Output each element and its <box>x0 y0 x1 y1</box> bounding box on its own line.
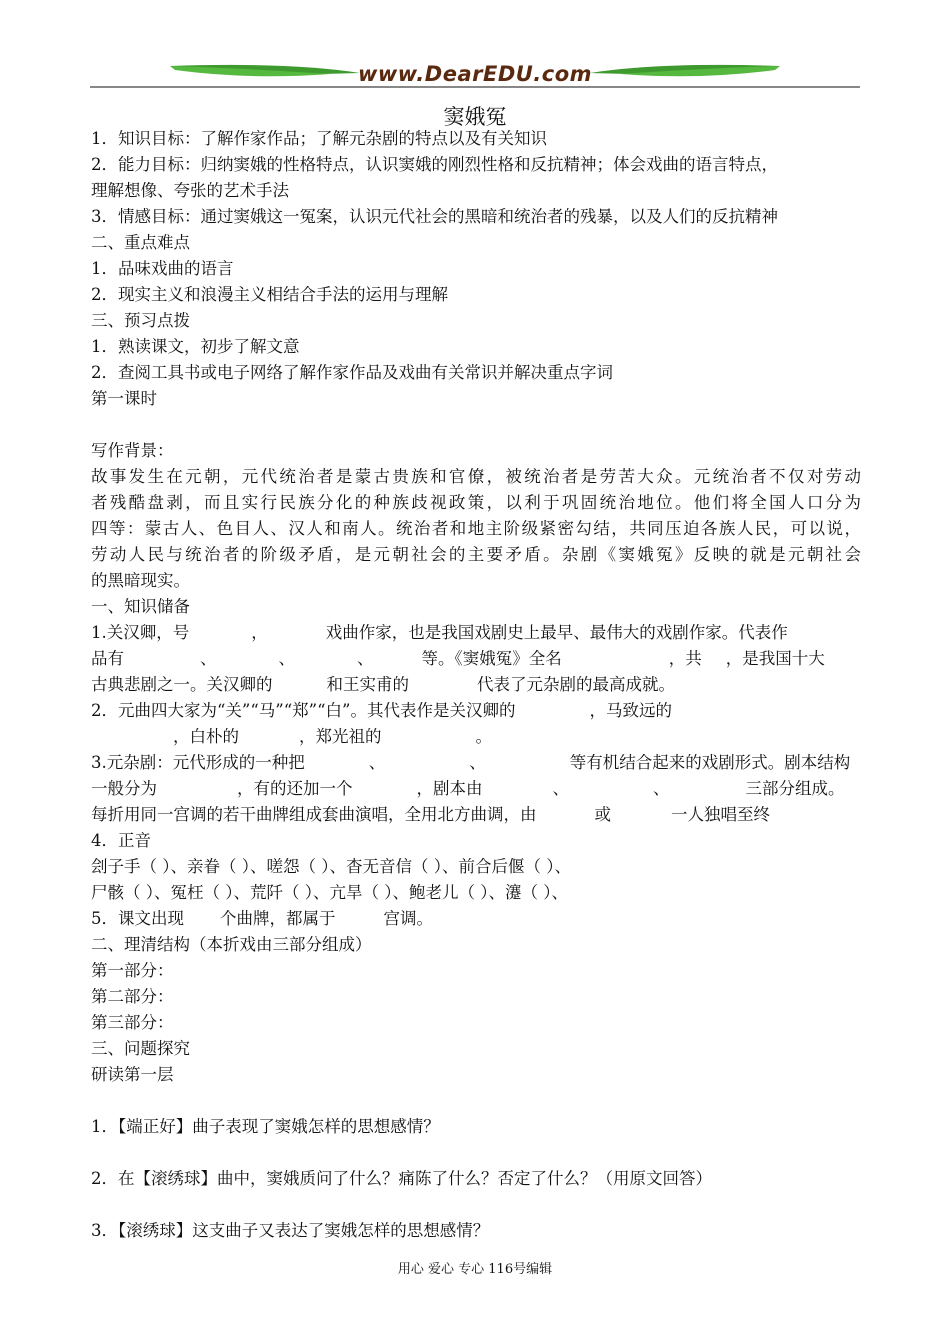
fill-blank-line <box>91 776 861 802</box>
section-heading: 二、理清结构（本折戏由三部分组成） <box>91 935 372 954</box>
paragraph-line: 四等：蒙古人、色目人、汉人和南人。统治者和地主阶级紧密勾结，共同压迫各族人民，可以说， <box>91 519 861 538</box>
question-line: 2．在【滚绣球】曲中，窦娥质问了什么？痛陈了什么？否定了什么？（用原文回答） <box>91 1169 712 1188</box>
document-body <box>91 126 861 1244</box>
fill-blank-line <box>91 620 861 646</box>
page-header <box>90 58 860 92</box>
text-line: 2．查阅工具书或电子网络了解作家作品及戏曲有关常识并解决重点字词 <box>91 363 613 382</box>
text-fragment: ，马致远的 <box>589 701 672 720</box>
text-line: 1．熟读课文，初步了解文意 <box>91 337 300 356</box>
pronunciation-line: 尸骸（ ）、冤枉（ ）、荒阡（ ）、亢旱（ ）、鲍老儿（ ）、瀽（ ）、 <box>91 883 568 902</box>
text-fragment: 和王实甫的 <box>326 675 409 694</box>
fill-blank-line <box>91 802 861 828</box>
text-line: 2．能力目标：归纳窦娥的性格特点，认识窦娥的刚烈性格和反抗精神；体会戏曲的语言特点， <box>91 155 778 174</box>
section-heading: 写作背景： <box>91 441 174 460</box>
text-fragment: 或 <box>594 805 611 824</box>
text-fragment: 代表了元杂剧的最高成就。 <box>477 675 675 694</box>
text-fragment: ，郑光祖的 <box>299 727 382 746</box>
blank-line <box>91 1192 861 1218</box>
fill-blank-line <box>91 672 861 698</box>
text-fragment: 等有机结合起来的戏剧形式。剧本结构 <box>569 753 851 772</box>
text-fragment: 。 <box>475 727 492 746</box>
text-fragment: 、 <box>552 779 569 798</box>
section-heading: 三、问题探究 <box>91 1039 190 1058</box>
text-fragment: 、 <box>653 779 670 798</box>
section-heading: 三、预习点拨 <box>91 311 190 330</box>
question-line: 3．【滚绣球】这支曲子又表达了窦娥怎样的思想感情？ <box>91 1221 490 1240</box>
text-fragment: 每折用同一宫调的若干曲牌组成套曲演唱，全用北方曲调，由 <box>91 805 537 824</box>
fill-blank-line <box>91 724 861 750</box>
text-line: 1．知识目标：了解作家作品；了解元杂剧的特点以及有关知识 <box>91 129 547 148</box>
text-fragment: ，共 <box>668 649 702 668</box>
text-line: 研读第一层 <box>91 1065 174 1084</box>
page-footer: 用心 爱心 专心 116号编辑 <box>397 1262 553 1277</box>
text-fragment: 个曲牌，都属于 <box>220 909 336 928</box>
paragraph-line: 劳动人民与统治者的阶级矛盾，是元朝社会的主要矛盾。杂剧《窦娥冤》反映的就是元朝社会 <box>91 545 861 564</box>
text-fragment: ，有的还加一个 <box>237 779 353 798</box>
text-fragment: 三部分组成。 <box>745 779 845 798</box>
text-line: 第一部分： <box>91 961 174 980</box>
text-fragment: 2．元曲四大家为“关”“马”“郑”“白”。其代表作是关汉卿的 <box>91 701 516 720</box>
question-line: 1．【端正好】曲子表现了窦娥怎样的思想感情？ <box>91 1117 440 1136</box>
text-fragment: 5．课文出现 <box>91 909 184 928</box>
blank-line <box>91 412 861 438</box>
blank-line <box>91 1088 861 1114</box>
paragraph-line: 的黑暗现实。 <box>91 571 190 590</box>
text-line: 理解想像、夸张的艺术手法 <box>91 181 289 200</box>
section-heading: 二、重点难点 <box>91 233 190 252</box>
text-fragment: 1.关汉卿，号 <box>91 623 190 642</box>
fill-blank-line <box>91 698 861 724</box>
text-fragment: 宫调。 <box>383 909 433 928</box>
text-fragment: 戏曲作家，也是我国戏剧史上最早、最伟大的戏剧作家。代表作 <box>325 623 788 642</box>
text-fragment: 、 <box>200 649 217 668</box>
text-line: 第二部分： <box>91 987 174 1006</box>
text-fragment: 、 <box>368 753 386 772</box>
text-line: 2．现实主义和浪漫主义相结合手法的运用与理解 <box>91 285 448 304</box>
text-fragment: 品有 <box>91 649 124 668</box>
text-fragment: 3.元杂剧：元代形成的一种把 <box>91 753 305 772</box>
text-fragment: ，剧本由 <box>416 779 483 798</box>
document-title: 窦娥冤 <box>443 105 507 129</box>
text-fragment: ，白朴的 <box>173 727 239 746</box>
text-line: 1．品味戏曲的语言 <box>91 259 234 278</box>
text-fragment: 、 <box>278 649 295 668</box>
section-heading: 4．正音 <box>91 831 151 850</box>
text-fragment: 、 <box>357 649 374 668</box>
text-fragment: ，是我国十大 <box>725 649 825 668</box>
text-fragment: 一人独唱至终 <box>671 805 770 824</box>
text-fragment: 等。《窦娥冤》全名 <box>421 649 562 668</box>
text-fragment: ， <box>251 623 268 642</box>
section-heading: 第一课时 <box>91 389 157 408</box>
text-fragment: 、 <box>469 753 486 772</box>
blank-line <box>91 1140 861 1166</box>
paragraph-line: 故事发生在元朝，元代统治者是蒙古贵族和官僚，被统治者是劳苦大众。元统治者不仅对劳动 <box>91 467 861 486</box>
text-fragment: 一般分为 <box>91 779 157 798</box>
text-fragment: 古典悲剧之一。关汉卿的 <box>91 675 273 694</box>
fill-blank-line <box>91 750 861 776</box>
text-line: 3．情感目标：通过窦娥这一冤案，认识元代社会的黑暗和统治者的残暴，以及人们的反抗精神 <box>91 207 778 226</box>
fill-blank-line <box>91 646 861 672</box>
fill-blank-line <box>91 906 861 932</box>
text-line: 第三部分： <box>91 1013 174 1032</box>
section-heading: 一、知识储备 <box>91 597 190 616</box>
paragraph-line: 者残酷盘剥，而且实行民族分化的种族歧视政策，以利于巩固统治地位。他们将全国人口分为 <box>91 493 861 512</box>
pronunciation-line: 刽子手（ ）、亲眷（ ）、嗟怨（ ）、杳无音信（ ）、前合后偃（ ）、 <box>91 857 571 876</box>
site-logo-text: www.DearEDU.com <box>357 62 593 86</box>
